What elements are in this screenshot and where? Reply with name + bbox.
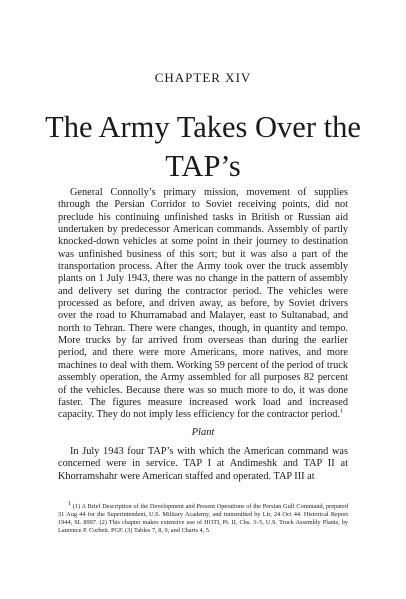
paragraph-1-text: General Connolly’s primary mission, movement of supplies through the Persian Corridor to Soviet receiving points, did not preclude his continuing unfinished tasks in British or Russian aid undertaken by predecessor American commands. Assembly of partly knocked-down vehicles at some point in their journey to destination was unfinished business of this sort; but it was also a part of the transportation process. After the Army took over the truck assembly plants on 1 July 1943, there was no change in the pattern of assembly and delivery set during the contractor period. The vehicles were processed as before, and driven away, as before, by Soviet drivers over the road to Khurramabad and Malayer, east to Sultanabad, and north to Tehran. There were changes, though, in quantity and tempo. More trucks by far arrived from overseas than during the earlier period, and there were more Americans, more natives, and more machines to deal with them. Working 59 percent of the period of truck assembly operation, the Army assembled for all purposes 82 percent of the vehicles. Because there was so much more to do, it was done faster. The figures measure increased work load and increased capacity. They do not imply less efficiency for the contractor period. <box>58 187 348 421</box>
body-paragraph-2: In July 1943 four TAP’s with which the American command was concerned were in service. TAP I at Andimeshk and TAP II at Khorramshahr were American staffed and operated. TAP III at <box>58 446 348 482</box>
footnote-text: (1) A Brief Description of the Development and Present Operations of the Persian Gulf Command, prepared 31 Aug 44 for the Superintendent, U.S. Military Academy, and transmitted by Ltr, 24 Oct 44. Historical Report 1944, SL 8997. (2) This chapter makes extensive use of HOTI, Pt. II, Chs. 3–5, U.S. Truck Assembly Plants, by Laurence P. Corbett. PGF. (3) Tables 7, 8, 9, and Charts 4, 5. <box>58 503 348 534</box>
footnote-marker: 1 <box>68 500 71 507</box>
chapter-title: The Army Takes Over the TAP’s <box>45 110 361 183</box>
footnote-reference: 1 <box>340 408 344 415</box>
chapter-number: CHAPTER XIV <box>154 70 252 85</box>
section-subheading: Plant <box>191 427 215 438</box>
footnote <box>58 500 348 535</box>
body-paragraph-1 <box>58 187 348 422</box>
